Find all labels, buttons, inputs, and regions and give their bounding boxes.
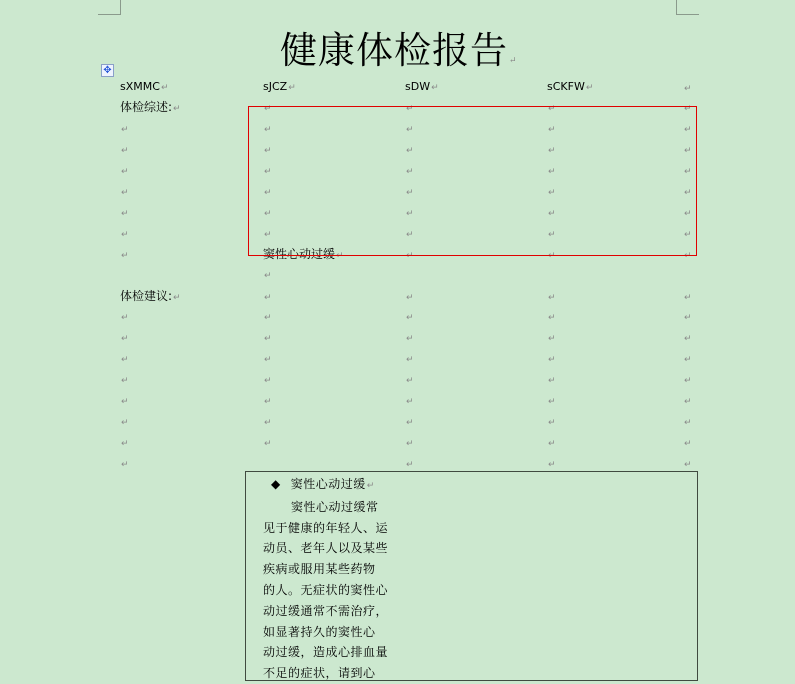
table-cell[interactable] (263, 330, 272, 346)
table-cell[interactable] (263, 267, 272, 283)
table-cell[interactable] (120, 247, 129, 263)
table-cell[interactable]: 体检综述: ↵ (120, 100, 181, 116)
advice-line: 窦性心动过缓常 (291, 499, 379, 514)
table-cell[interactable] (547, 456, 556, 472)
table-cell[interactable] (547, 435, 556, 451)
advice-line: 的人。无症状的窦性心 (263, 582, 389, 597)
table-cell[interactable] (120, 351, 129, 367)
row-end-mark[interactable] (683, 414, 692, 430)
row-end-mark[interactable] (683, 330, 692, 346)
table-cell[interactable] (120, 121, 129, 137)
table-cell[interactable] (120, 226, 129, 242)
page-corner-mark-top-right (676, 0, 699, 15)
table-cell[interactable] (405, 414, 414, 430)
row-end-mark[interactable] (683, 456, 692, 472)
table-cell[interactable] (547, 414, 556, 430)
table-cell[interactable] (263, 289, 272, 305)
table-cell[interactable] (263, 309, 272, 325)
table-cell[interactable] (120, 414, 129, 430)
advice-heading: 窦性心动过缓 ↵ (291, 477, 375, 491)
table-cell[interactable] (547, 351, 556, 367)
table-cell[interactable] (120, 142, 129, 158)
row-end-mark[interactable] (683, 372, 692, 388)
advice-line: 动过缓，造成心排血量 (263, 645, 389, 660)
column-header[interactable]: sDW ↵ (405, 80, 439, 95)
table-cell[interactable] (405, 435, 414, 451)
table-cell[interactable]: 体检建议: ↵ (120, 289, 181, 305)
table-cell[interactable] (405, 309, 414, 325)
table-cell[interactable] (263, 414, 272, 430)
table-cell[interactable] (120, 435, 129, 451)
table-cell[interactable] (120, 372, 129, 388)
table-cell[interactable] (405, 330, 414, 346)
table-move-handle-icon[interactable]: ✥ (101, 64, 114, 77)
column-header[interactable]: sCKFW ↵ (547, 80, 593, 95)
advice-line: 动员、老年人以及某些 (263, 541, 389, 556)
table-cell[interactable] (405, 393, 414, 409)
table-cell[interactable] (263, 372, 272, 388)
table-cell[interactable] (120, 163, 129, 179)
table-cell[interactable] (547, 330, 556, 346)
row-end-mark[interactable] (683, 393, 692, 409)
row-end-mark[interactable] (683, 435, 692, 451)
advice-line: 动过缓通常不需治疗， (263, 603, 389, 618)
table-cell[interactable] (405, 351, 414, 367)
diamond-bullet-icon: ◆ (271, 477, 281, 491)
row-end-mark[interactable] (683, 80, 692, 96)
table-cell[interactable] (120, 393, 129, 409)
table-cell[interactable] (405, 289, 414, 305)
table-cell[interactable] (547, 309, 556, 325)
table-cell[interactable] (120, 184, 129, 200)
table-cell[interactable] (547, 393, 556, 409)
advice-line: 疾病或服用某些药物 (263, 562, 376, 577)
table-cell[interactable] (120, 456, 129, 472)
table-cell[interactable] (263, 435, 272, 451)
row-end-mark[interactable] (683, 351, 692, 367)
table-cell[interactable] (547, 372, 556, 388)
table-cell[interactable] (405, 456, 414, 472)
table-cell[interactable] (120, 330, 129, 346)
column-header[interactable]: sJCZ ↵ (263, 80, 296, 95)
row-end-mark[interactable] (683, 289, 692, 305)
table-cell[interactable] (547, 289, 556, 305)
advice-line: 不足的症状，请到心 (263, 666, 376, 681)
table-cell[interactable] (405, 372, 414, 388)
selection-highlight (248, 106, 697, 256)
column-header[interactable]: sXMMC ↵ (120, 80, 168, 95)
table-cell[interactable]: 窦性心动过缓 ↵ (263, 247, 344, 263)
advice-line: 见于健康的年轻人、运 (263, 520, 389, 535)
page-corner-mark-top-left (98, 0, 121, 15)
advice-text (263, 474, 388, 684)
table-cell[interactable] (120, 309, 129, 325)
row-end-mark[interactable] (683, 309, 692, 325)
table-cell[interactable] (120, 205, 129, 221)
advice-line: 如显著持久的窦性心 (263, 624, 376, 639)
document-title: 健康体检报告 ↵ (280, 20, 518, 74)
table-cell[interactable] (263, 351, 272, 367)
table-cell[interactable] (263, 393, 272, 409)
